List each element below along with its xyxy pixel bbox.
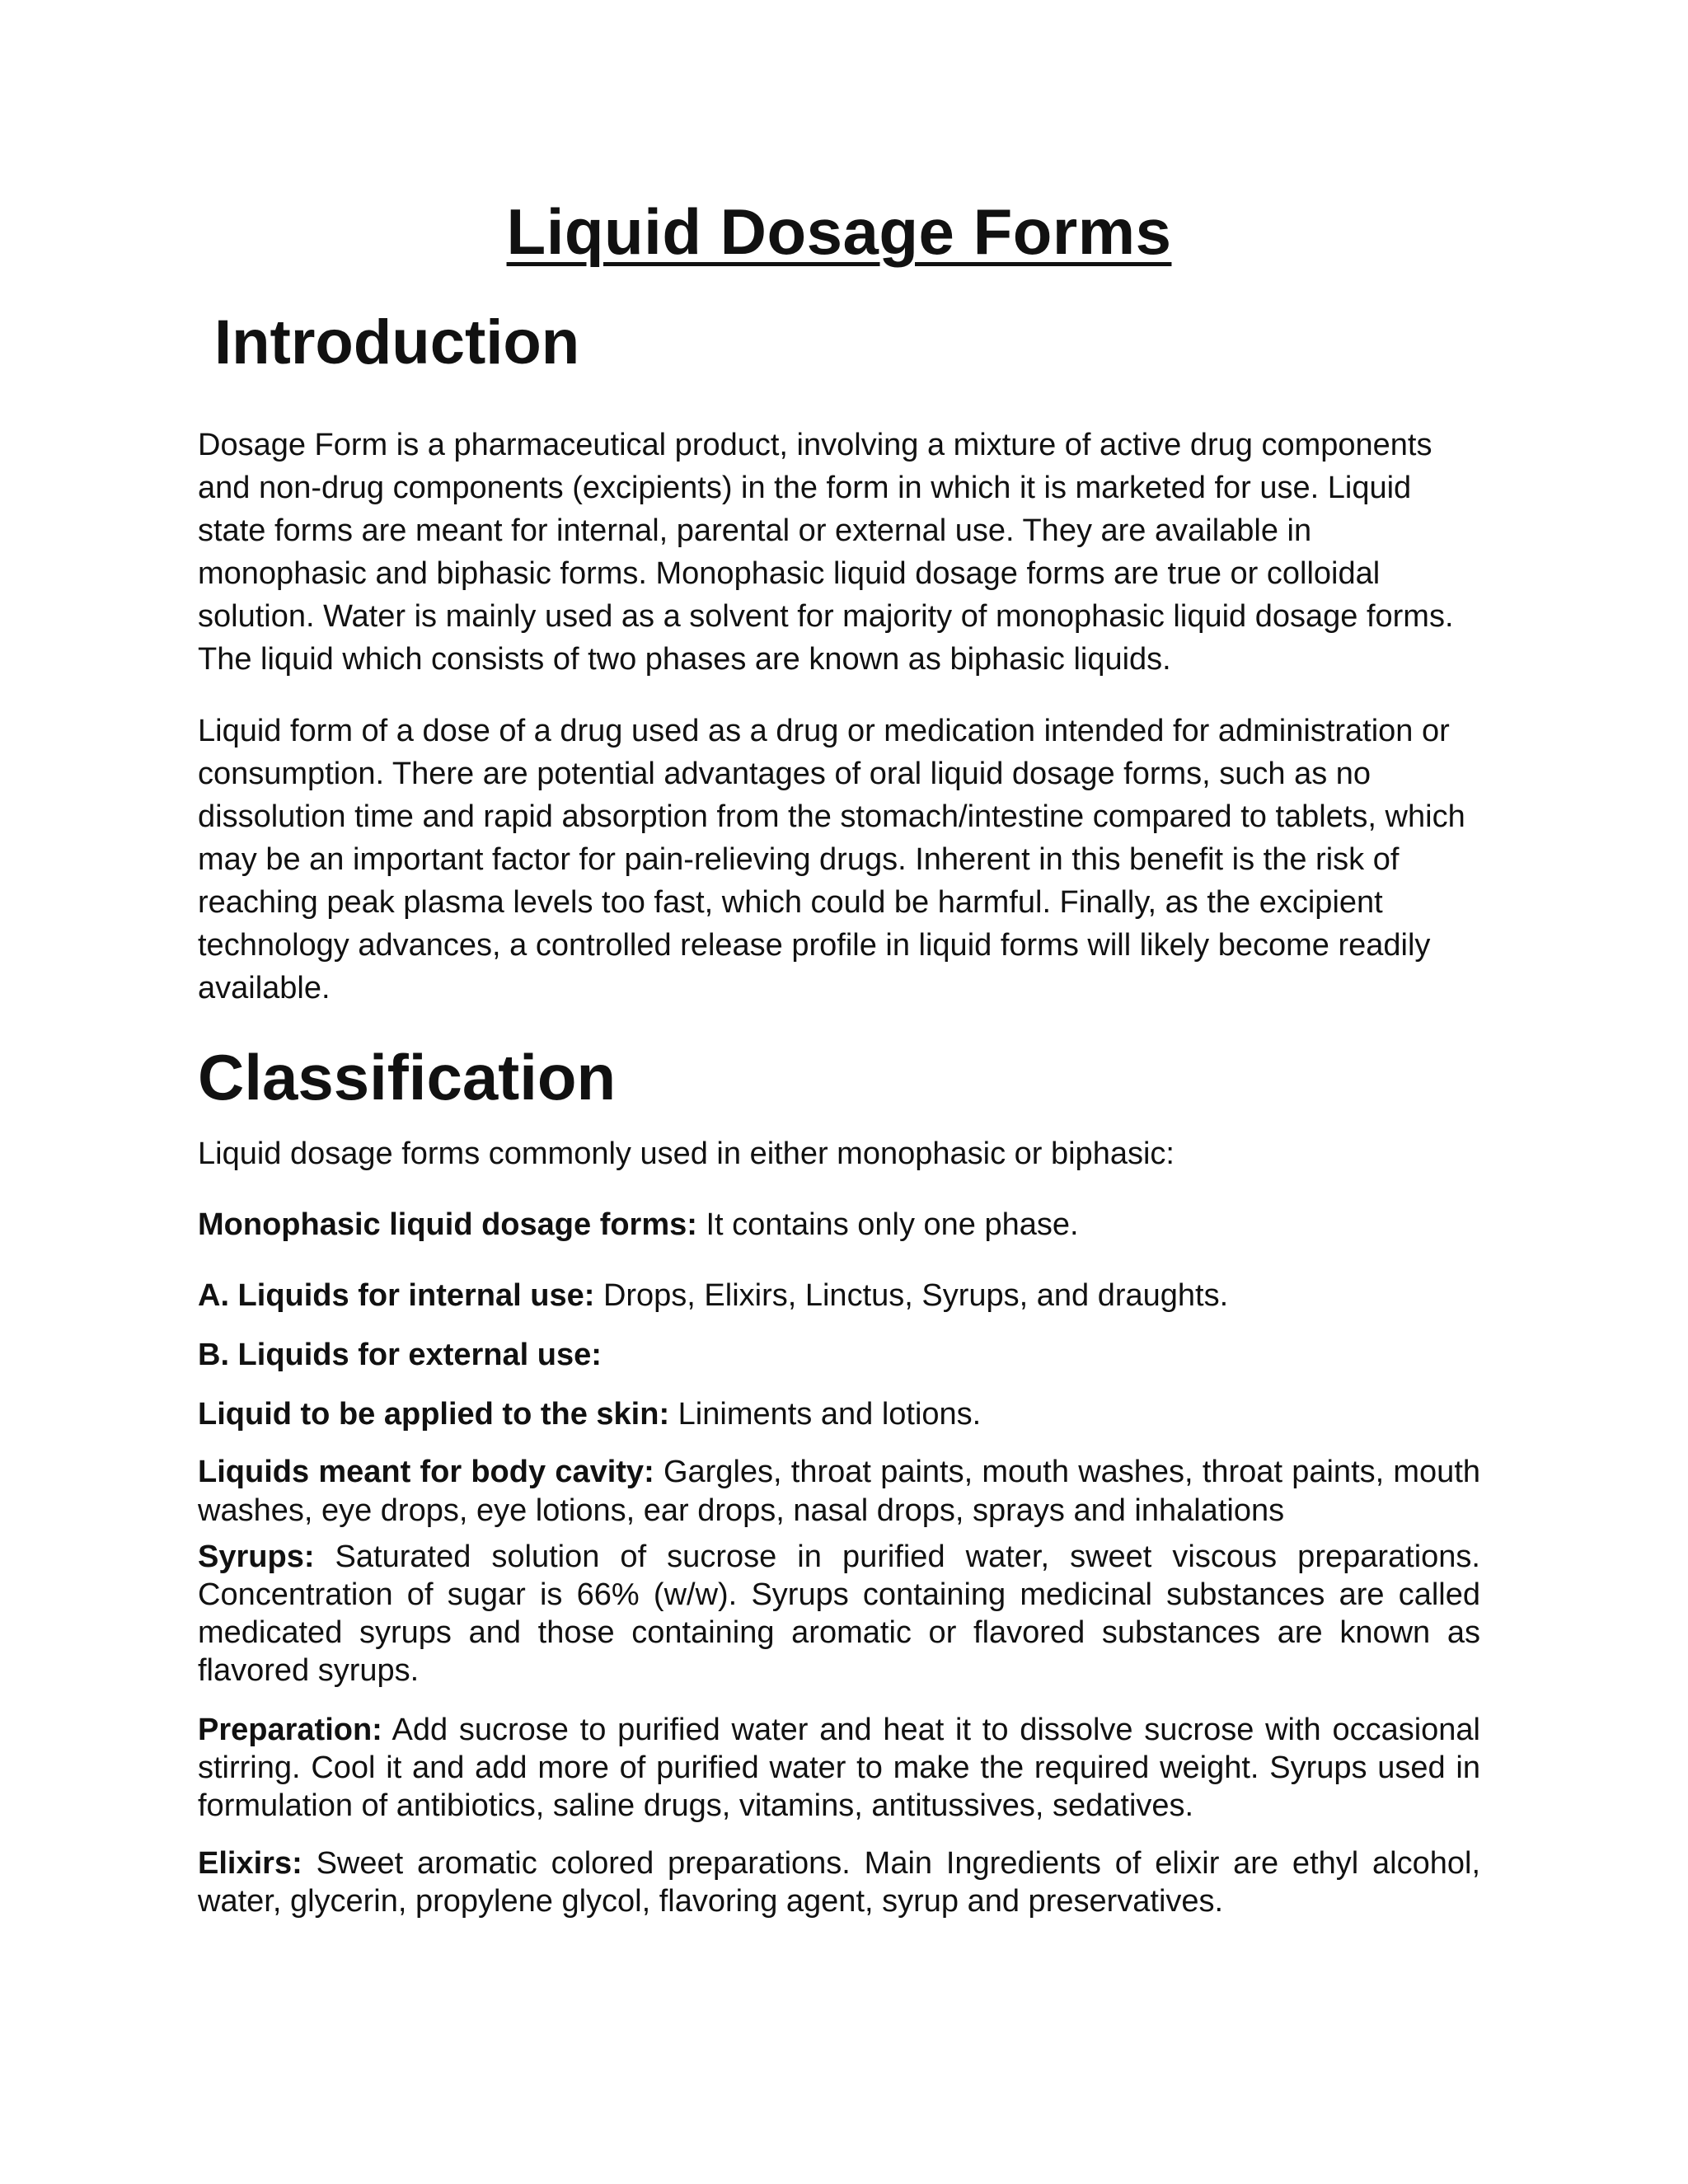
syrups-label: Syrups: (198, 1540, 315, 1574)
monophasic-text: It contains only one phase. (706, 1207, 1079, 1242)
classification-intro: Liquid dosage forms commonly used in either monophasic or biphasic: (198, 1137, 1175, 1171)
introduction-paragraph-2: Liquid form of a dose of a drug used as a drug or medication intended for administration or consumption. There are potential advantages of oral liquid dosage forms, such as no dissolution time and rapid absorption from the stomach/intestine compared to tablets, which may be an important factor for pain-relieving drugs. Inherent in this benefit is the risk of reaching peak plasma levels too fast, which could be harmful. Finally, as the excipient technology advances, a controlled release profile in liquid forms will likely become readily available. (198, 714, 1465, 1005)
body-cavity-label: Liquids meant for body cavity: (198, 1455, 654, 1489)
body-cavity-item (198, 1453, 1480, 1530)
monophasic-label: Monophasic liquid dosage forms: (198, 1207, 697, 1242)
syrups-definition (198, 1538, 1480, 1690)
elixirs-label: Elixirs: (198, 1846, 302, 1881)
introduction-paragraph-1: Dosage Form is a pharmaceutical product, involving a mixture of active drug components and non-drug components (excipients) in the form in which it is marketed for use. Liquid state forms are meant for internal, parental or external use. They are available in monophasic and biphasic forms. Monophasic liquid dosage forms are true or colloidal solution. Water is mainly used as a solvent for majority of monophasic liquid dosage forms. The liquid which consists of two phases are known as biphasic liquids. (198, 428, 1454, 677)
preparation-text: Add sucrose to purified water and heat it to dissolve sucrose with occasional stirring. Cool it and add more of purified water to make the required weight. Syrups used in formulation of antibiotics, saline drugs, vitamins, antitussives, sedatives. (198, 1713, 1480, 1823)
classification-heading: Classification (198, 1041, 617, 1113)
elixirs-text: Sweet aromatic colored preparations. Main Ingredients of elixir are ethyl alcohol, water, glycerin, propylene glycol, flavoring agent, syrup and preservatives. (198, 1846, 1481, 1919)
internal-use-label: A. Liquids for internal use: (198, 1278, 595, 1313)
skin-application-text: Liniments and lotions. (678, 1397, 982, 1432)
preparation-definition (198, 1711, 1480, 1825)
syrups-text: Saturated solution of sucrose in purified water, sweet viscous preparations. Concentration of sugar is 66% (w/w). Syrups containing medicinal substances are called medicated syrups and those containing aromatic or flavored substances are known as flavored syrups. (198, 1540, 1480, 1688)
external-use-item (198, 1333, 1480, 1376)
body-cavity-text: Gargles, throat paints, mouth washes, throat paints, mouth washes, eye drops, eye lotions, ear drops, nasal drops, sprays and inhalations (198, 1455, 1481, 1528)
preparation-label: Preparation: (198, 1713, 382, 1747)
skin-application-label: Liquid to be applied to the skin: (198, 1397, 670, 1432)
monophasic-definition (198, 1203, 1480, 1246)
introduction-heading: Introduction (214, 307, 580, 377)
internal-use-text: Drops, Elixirs, Linctus, Syrups, and draughts. (603, 1278, 1229, 1313)
document-title: Liquid Dosage Forms (506, 195, 1172, 268)
elixirs-definition (198, 1844, 1480, 1920)
external-use-label: B. Liquids for external use: (198, 1338, 602, 1372)
internal-use-item (198, 1274, 1480, 1317)
skin-application-item (198, 1393, 1480, 1436)
